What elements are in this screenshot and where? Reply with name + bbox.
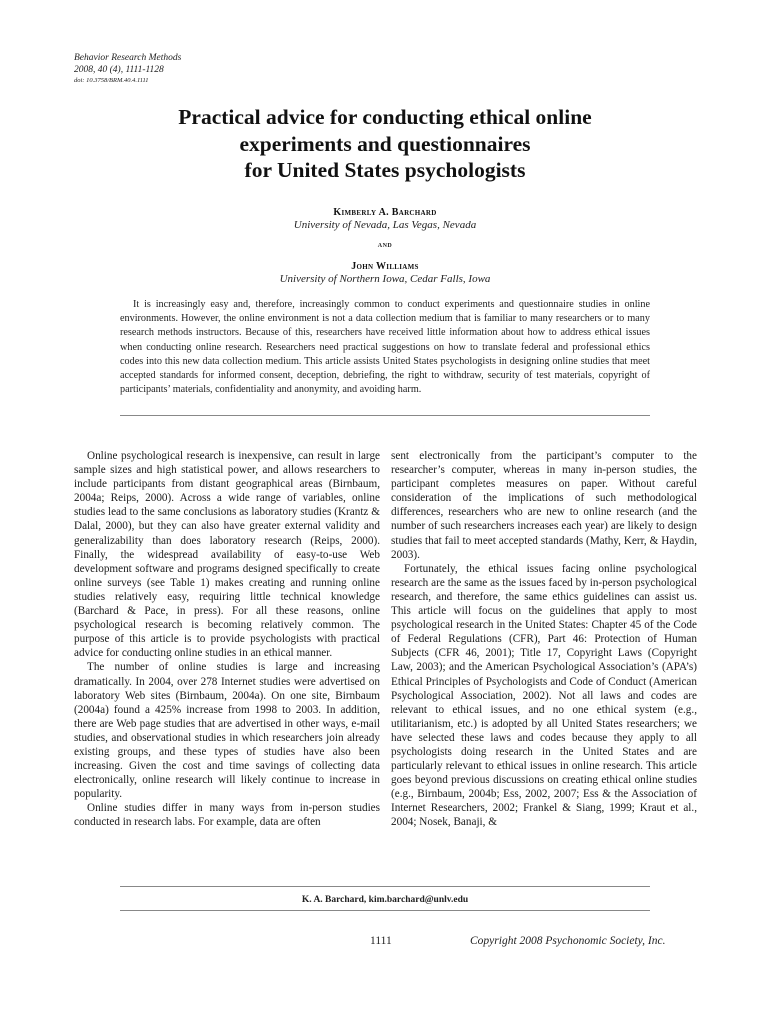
author-name-2: John Williams <box>351 261 419 272</box>
journal-doi: doi: 10.3758/BRM.40.4.1111 <box>74 77 149 84</box>
abstract <box>120 298 650 397</box>
paragraph: Online studies differ in many ways from in-person studies conducted in research labs. For example, data are often <box>74 802 380 829</box>
journal-name: Behavior Research Methods <box>74 53 182 63</box>
journal-header <box>74 52 181 85</box>
abstract-divider <box>120 415 650 416</box>
paragraph: Online psychological research is inexpensive, can result in large sample sizes and high statistical power, and allows researchers to include participants from distant geographical areas (Birnbaum, 2004a; Reips, 2000). Across a wide range of variables, online studies lead to the same conclusions as laboratory studies (Krantz & Dalal, 2000), but they can also have greater external validity and generalizability than does laboratory research (Reips, 2000). Finally, the widespread availability of easy-to-use Web development software and programs designed specifically to create online surveys (see Table 1) makes creating and running online studies relatively easy, requiring little technical knowledge (Barchard & Pace, in press). For all these reasons, online psychological research is becoming relatively common. The purpose of this article is to provide psychologists with practical advice for conducting online studies in an ethical manner. <box>74 450 380 660</box>
paragraph: Fortunately, the ethical issues facing online psychological research are the same as the issues faced by in-person psychological research, and therefore, the same ethics guidelines can assist us. This article will focus on the guidelines that apply to most psychological research in the United States: Chapter 45 of the Code of Federal Regulations (CFR), Part 46: Protection of Human Subjects (CFR 46, 2001); Title 17, Copyright Laws (Copyright Law, 2003); and the American Psychological Association’s (APA’s) Ethical Principles of Psychologists and Code of Conduct (American Psychological Association, 2002). Not all laws and codes are relevant to ethical issues, and no one ethical system (e.g., utilitarianism, etc.) is adopted by all United States researchers; we have selected these laws and codes because they apply to all psychologists doing research in the United States and are particularly relevant to ethical issues in online research. This article goes beyond previous discussions on creating ethical online studies (e.g., Birnbaum, 2004b; Ess, 2002, 2007; Ess & the Association of Internet Researchers, 2002; Frankel & Siang, 1999; Kraut et al., 2004; Nosek, Banaji, & <box>391 562 697 829</box>
paragraph: The number of online studies is large and increasing dramatically. In 2004, over 278 Internet studies were advertised on laboratory Web sites (Birnbaum, 2004a). On one site, Birnbaum (2004a) found a 425% increase from 1998 to 2003. In addition, there are Web page studies that are advertised in other ways, e-mail studies, and observational studies in which researchers join already existing groups, and these types of studies have also been increasing. Given the cost and time savings of collecting data electronically, online research will likely continue to increase in popularity. <box>74 661 380 801</box>
journal-volume: 2008, 40 (4), 1111-1128 <box>74 65 164 75</box>
abstract-text: It is increasingly easy and, therefore, increasingly common to conduct experiments and questionnaire studies in online environments. However, the online environment is not a data collection medium that is familiar to many researchers or to many research methods instructors. Because of this, researchers have received little information about how to address ethical issues when conducting online research. Researchers need practical suggestions on how to translate federal and professional ethics codes into this new data collection medium. This article assists United States psychologists in designing online studies that meet accepted standards for informed consent, deception, debriefing, the right to withdraw, security of test materials, copyright of participants’ materials, confidentiality and anonymity, and avoiding harm. <box>120 299 650 396</box>
correspondence-note: K. A. Barchard, kim.barchard@unlv.edu <box>301 895 469 905</box>
author-conjunction: and <box>377 240 393 249</box>
author-name-1: Kimberly A. Barchard <box>333 207 437 218</box>
paper-title <box>80 104 690 184</box>
title-line-1: Practical advice for conducting ethical online <box>178 105 592 129</box>
author-affiliation-2: University of Northern Iowa, Cedar Falls, Iowa <box>279 273 491 285</box>
author-affiliation-1: University of Nevada, Las Vegas, Nevada <box>293 219 477 231</box>
copyright-notice: Copyright 2008 Psychonomic Society, Inc. <box>470 935 666 947</box>
title-line-2: experiments and questionnaires <box>239 131 531 156</box>
footnote-divider-top <box>120 886 650 887</box>
footnote-divider-bottom <box>120 910 650 911</box>
body-column-right <box>391 449 697 830</box>
body-column-left <box>74 449 380 830</box>
title-line-3: for United States psychologists <box>244 158 526 182</box>
paragraph: sent electronically from the participant’s computer to the researcher’s computer, whereas in many in-person studies, the participant completes measures on paper. Without careful consideration of the implications of such methodological differences, researchers who are new to online research (and the number of such researchers increases each year) are likely to design studies that fail to meet accepted standards (Mathy, Kerr, & Haydin, 2003). <box>391 450 697 561</box>
page-number: 1111 <box>370 935 392 947</box>
